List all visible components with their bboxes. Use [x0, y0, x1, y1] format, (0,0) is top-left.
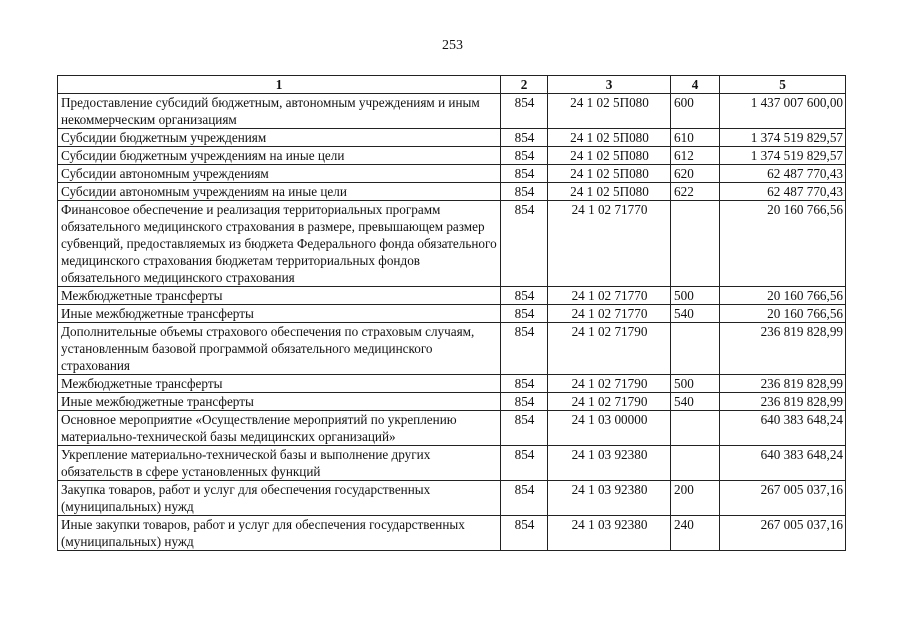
row-target-code: 24 1 03 92380	[548, 481, 671, 516]
row-expense-type: 600	[671, 94, 720, 129]
row-amount: 1 374 519 829,57	[720, 147, 846, 165]
row-name: Субсидии бюджетным учреждениям	[58, 129, 501, 147]
row-target-code: 24 1 02 5П080	[548, 129, 671, 147]
row-name: Укрепление материально-технической базы и выполнение других обязательств в сфере установленных функций	[58, 446, 501, 481]
row-expense-type	[671, 446, 720, 481]
table-row	[58, 147, 846, 165]
row-name: Предоставление субсидий бюджетным, автономным учреждениям и иным некоммерческим организациям	[58, 94, 501, 129]
table-body	[58, 94, 846, 551]
row-name: Дополнительные объемы страхового обеспечения по страховым случаям, установленным базовой программой обязательного медицинского страхования	[58, 323, 501, 375]
row-expense-type: 620	[671, 165, 720, 183]
table-row	[58, 411, 846, 446]
column-header: 1	[58, 76, 501, 94]
row-target-code: 24 1 02 71770	[548, 201, 671, 287]
row-grbs-code: 854	[501, 393, 548, 411]
row-grbs-code: 854	[501, 183, 548, 201]
row-amount: 236 819 828,99	[720, 375, 846, 393]
row-amount: 267 005 037,16	[720, 516, 846, 551]
table-row	[58, 393, 846, 411]
row-name: Иные межбюджетные трансферты	[58, 393, 501, 411]
row-name: Финансовое обеспечение и реализация территориальных программ обязательного медицинского страхования в размере, превышающем размер субвенций, предоставляемых из бюджета Федерального фонда обязательного медицинского страхования бюджетам территориальных фондов обязательного медицинского страхования	[58, 201, 501, 287]
row-expense-type: 612	[671, 147, 720, 165]
row-name: Закупка товаров, работ и услуг для обеспечения государственных (муниципальных) нужд	[58, 481, 501, 516]
row-expense-type: 610	[671, 129, 720, 147]
row-expense-type: 240	[671, 516, 720, 551]
row-expense-type: 540	[671, 393, 720, 411]
row-amount: 640 383 648,24	[720, 411, 846, 446]
row-amount: 267 005 037,16	[720, 481, 846, 516]
table-row	[58, 481, 846, 516]
row-grbs-code: 854	[501, 305, 548, 323]
row-amount: 1 437 007 600,00	[720, 94, 846, 129]
row-amount: 20 160 766,56	[720, 305, 846, 323]
row-expense-type: 500	[671, 287, 720, 305]
row-target-code: 24 1 02 71790	[548, 323, 671, 375]
row-grbs-code: 854	[501, 147, 548, 165]
row-grbs-code: 854	[501, 411, 548, 446]
row-name: Иные межбюджетные трансферты	[58, 305, 501, 323]
row-grbs-code: 854	[501, 481, 548, 516]
row-expense-type: 200	[671, 481, 720, 516]
row-amount: 1 374 519 829,57	[720, 129, 846, 147]
row-grbs-code: 854	[501, 375, 548, 393]
row-amount: 62 487 770,43	[720, 165, 846, 183]
table-row	[58, 129, 846, 147]
row-grbs-code: 854	[501, 201, 548, 287]
row-amount: 236 819 828,99	[720, 323, 846, 375]
table-row	[58, 183, 846, 201]
row-target-code: 24 1 02 71790	[548, 375, 671, 393]
row-expense-type	[671, 411, 720, 446]
row-amount: 20 160 766,56	[720, 287, 846, 305]
column-header: 2	[501, 76, 548, 94]
column-header: 5	[720, 76, 846, 94]
row-name: Иные закупки товаров, работ и услуг для обеспечения государственных (муниципальных) нужд	[58, 516, 501, 551]
row-target-code: 24 1 02 71770	[548, 287, 671, 305]
row-grbs-code: 854	[501, 287, 548, 305]
table-row	[58, 165, 846, 183]
row-expense-type: 540	[671, 305, 720, 323]
row-name: Межбюджетные трансферты	[58, 287, 501, 305]
row-target-code: 24 1 02 5П080	[548, 94, 671, 129]
row-target-code: 24 1 02 5П080	[548, 147, 671, 165]
table-header-row	[58, 76, 846, 94]
row-target-code: 24 1 02 71790	[548, 393, 671, 411]
table-row	[58, 516, 846, 551]
row-target-code: 24 1 02 71770	[548, 305, 671, 323]
row-expense-type	[671, 201, 720, 287]
row-expense-type: 500	[671, 375, 720, 393]
row-grbs-code: 854	[501, 165, 548, 183]
row-name: Межбюджетные трансферты	[58, 375, 501, 393]
row-name: Субсидии автономным учреждениям на иные цели	[58, 183, 501, 201]
table-row	[58, 201, 846, 287]
row-target-code: 24 1 03 92380	[548, 516, 671, 551]
table-row	[58, 287, 846, 305]
column-header: 4	[671, 76, 720, 94]
row-expense-type	[671, 323, 720, 375]
row-target-code: 24 1 02 5П080	[548, 183, 671, 201]
column-header: 3	[548, 76, 671, 94]
table-row	[58, 305, 846, 323]
table-row	[58, 446, 846, 481]
row-grbs-code: 854	[501, 446, 548, 481]
row-target-code: 24 1 03 00000	[548, 411, 671, 446]
budget-table	[57, 75, 846, 551]
row-name: Субсидии автономным учреждениям	[58, 165, 501, 183]
row-amount: 20 160 766,56	[720, 201, 846, 287]
table-row	[58, 94, 846, 129]
table-row	[58, 323, 846, 375]
row-grbs-code: 854	[501, 323, 548, 375]
page-number: 253	[442, 38, 463, 53]
row-expense-type: 622	[671, 183, 720, 201]
row-grbs-code: 854	[501, 94, 548, 129]
row-target-code: 24 1 03 92380	[548, 446, 671, 481]
row-grbs-code: 854	[501, 516, 548, 551]
row-amount: 62 487 770,43	[720, 183, 846, 201]
table-row	[58, 375, 846, 393]
row-name: Основное мероприятие «Осуществление мероприятий по укреплению материально-технической базы медицинских организаций»	[58, 411, 501, 446]
row-target-code: 24 1 02 5П080	[548, 165, 671, 183]
row-grbs-code: 854	[501, 129, 548, 147]
row-amount: 640 383 648,24	[720, 446, 846, 481]
row-amount: 236 819 828,99	[720, 393, 846, 411]
row-name: Субсидии бюджетным учреждениям на иные цели	[58, 147, 501, 165]
